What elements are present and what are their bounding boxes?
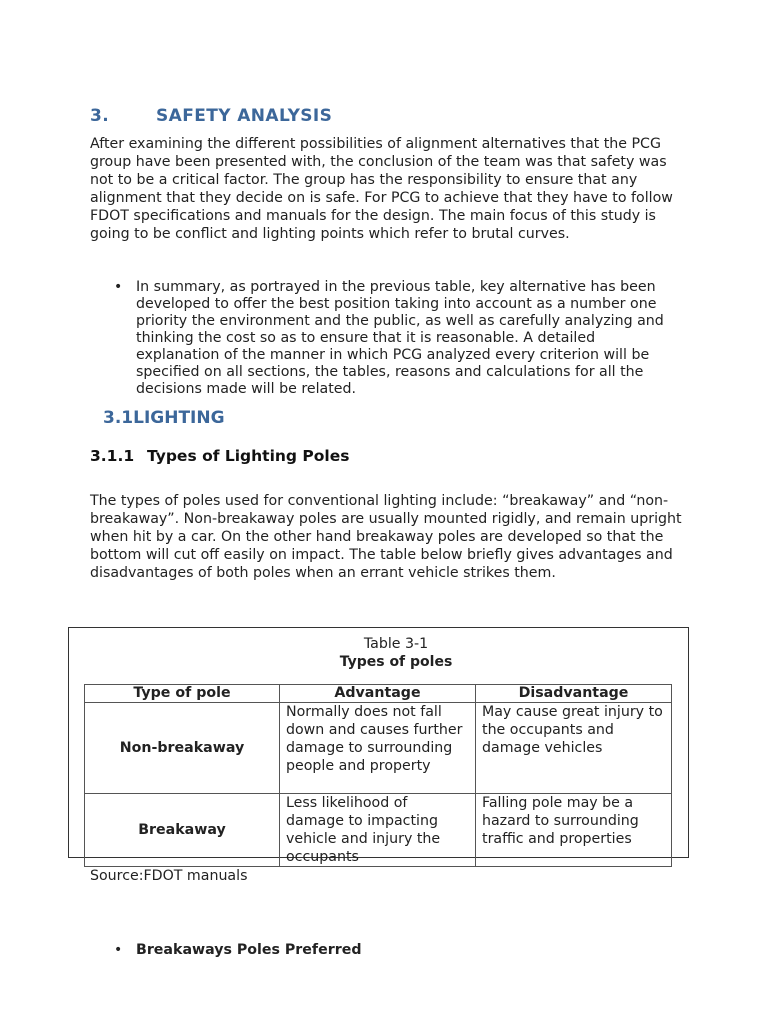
cell-advantage: Normally does not fall down and causes further damage to surrounding people and property: [280, 703, 476, 794]
bullet-icon: •: [114, 279, 123, 295]
subsubsection-heading: [90, 447, 349, 465]
section-title: SAFETY ANALYSIS: [156, 106, 333, 126]
section-number: 3.: [90, 106, 110, 126]
subsubsection-title: Types of Lighting Poles: [147, 447, 350, 465]
cell-pole-type: Breakaway: [85, 794, 280, 867]
table-row: [85, 703, 672, 794]
cell-disadvantage: May cause great injury to the occupants and damage vehicles: [476, 703, 672, 794]
closing-bullet-text: Breakaways Poles Preferred: [136, 942, 362, 958]
cell-disadvantage: Falling pole may be a hazard to surrounding traffic and properties: [476, 794, 672, 867]
table-caption-title: Types of poles: [339, 654, 453, 670]
subsubsection-number: 3.1.1: [90, 447, 135, 465]
table-header-row: [85, 685, 672, 703]
intro-paragraph: After examining the different possibilities of alignment alternatives that the PCG group have been presented with, the conclusion of the team was that safety was not to be a critical factor. The group has the responsibility to ensure that any alignment that they decide on is safe. For PCG to achieve that they have to follow FDOT specifications and manuals for the design. The main focus of this study is going to be conflict and lighting points which refer to brutal curves.: [90, 136, 673, 242]
subsection-heading: 3.1LIGHTING: [103, 408, 225, 428]
bullet-icon: •: [114, 942, 123, 958]
poles-table: [84, 684, 672, 867]
cell-advantage: Less likelihood of damage to impacting vehicle and injury the occupants: [280, 794, 476, 867]
table-row: [85, 794, 672, 867]
summary-bullet-item: [114, 279, 674, 398]
section-heading: [90, 106, 332, 126]
cell-pole-type: Non-breakaway: [85, 703, 280, 794]
closing-bullet: [114, 942, 362, 958]
header-type-of-pole: Type of pole: [85, 685, 280, 703]
table-caption-number: Table 3-1: [363, 636, 429, 652]
summary-list: [114, 279, 674, 398]
lighting-poles-paragraph: The types of poles used for conventional lighting include: “breakaway” and “non-breakaway”. Non-breakaway poles are usually mounted rigidly, and remain upright when hit by a car. On the other hand breakaway poles are developed so that the bottom will cut off easily on impact. The table below briefly gives advantages and disadvantages of both poles when an errant vehicle strikes them.: [90, 493, 682, 581]
header-advantage: Advantage: [280, 685, 476, 703]
summary-bullet-text: In summary, as portrayed in the previous table, key alternative has been developed to offer the best position taking into account as a number one priority the environment and the public, as well as carefully analyzing and thinking the cost so as to ensure that it is reasonable. A detailed explanation of the manner in which PCG analyzed every criterion will be specified on all sections, the tables, reasons and calculations for all the decisions made will be related.: [136, 279, 664, 397]
header-disadvantage: Disadvantage: [476, 685, 672, 703]
table-source: Source:FDOT manuals: [90, 868, 248, 884]
